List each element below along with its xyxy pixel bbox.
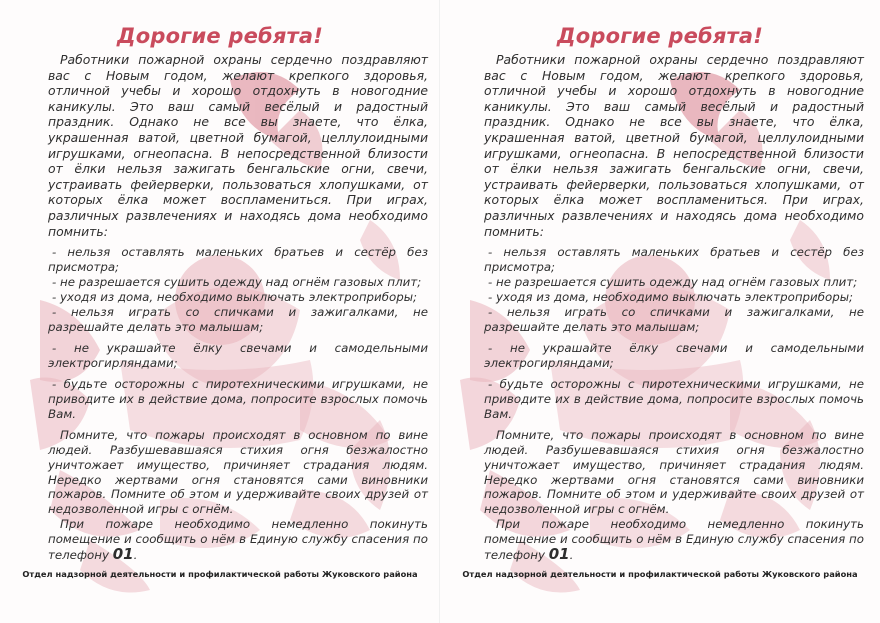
emergency-phone: 01 — [548, 544, 570, 563]
reminder-paragraph: Помните, что пожары происходят в основном по вине людей. Разбушевавшаяся стихия огня безжалостно уничтожает имущество, причиняет страдания людям. Нередко жертвами огня становятся сами виновники пожаров. Помните об этом и удерживайте своих друзей от недозволенной игры с огнём. — [484, 428, 864, 517]
intro-paragraph: Работники пожарной охраны сердечно поздравляют вас с Новым годом, желают крепкого здоровья, отличной учебы и хорошо отдохнуть в новогодние каникулы. Это ваш самый весёлый и радостный праздник. Однако не все вы знаете, что ёлка, украшенная ватой, цветной бумагой, целлулоидными игрушками, огнеопасна. В непосредственной близости от ёлки нельзя зажигать бенгальские огни, свечи, устраивать фейерверки, пользоваться хлопушками, от которых ёлка может воспламениться. При играх, различных развлечениях и находясь дома необходимо помнить: — [48, 52, 428, 239]
flyer-footer: Отдел надзорной деятельности и профилактической работы Жуковского района — [462, 569, 858, 579]
list-item: - не украшайте ёлку свечами и самодельными электрогирляндами; — [48, 341, 428, 371]
list-item: - будьте осторожны с пиротехническими игрушками, не приводите их в действие дома, попросите взрослых помочь Вам. — [484, 377, 864, 422]
list-item: - нельзя играть со спичками и зажигалками, не разрешайте делать это малышам; — [48, 305, 428, 335]
flyer-title: Дорогие ребята! — [556, 24, 764, 48]
safety-rules-list — [48, 245, 428, 422]
list-item: - нельзя играть со спичками и зажигалками, не разрешайте делать это малышам; — [484, 305, 864, 335]
fire-instruction-paragraph — [48, 517, 428, 563]
list-item: - уходя из дома, необходимо выключать электроприборы; — [488, 290, 853, 305]
fire-instruction-text: При пожаре необходимо немедленно покинуть помещение и сообщить о нём в Единую службу спасения по телефону — [48, 516, 428, 562]
flyer-title: Дорогие ребята! — [116, 24, 324, 48]
reminder-paragraph: Помните, что пожары происходят в основном по вине людей. Разбушевавшаяся стихия огня безжалостно уничтожает имущество, причиняет страдания людям. Нередко жертвами огня становятся сами виновники пожаров. Помните об этом и удерживайте своих друзей от недозволенной игры с огнём. — [48, 428, 428, 517]
intro-paragraph: Работники пожарной охраны сердечно поздравляют вас с Новым годом, желают крепкого здоровья, отличной учебы и хорошо отдохнуть в новогодние каникулы. Это ваш самый весёлый и радостный праздник. Однако не все вы знаете, что ёлка, украшенная ватой, цветной бумагой, целлулоидными игрушками, огнеопасна. В непосредственной близости от ёлки нельзя зажигать бенгальские огни, свечи, устраивать фейерверки, пользоваться хлопушками, от которых ёлка может воспламениться. При играх, различных развлечениях и находясь дома необходимо помнить: — [484, 52, 864, 239]
flyer-sheet-right — [440, 0, 880, 623]
list-item: - уходя из дома, необходимо выключать электроприборы; — [52, 290, 417, 305]
list-item: - нельзя оставлять маленьких братьев и сестёр без присмотра; — [48, 245, 428, 275]
flyer-body — [484, 52, 864, 563]
emergency-phone: 01 — [112, 544, 134, 563]
list-item: - не украшайте ёлку свечами и самодельными электрогирляндами; — [484, 341, 864, 371]
safety-rules-list — [484, 245, 864, 422]
list-item: - нельзя оставлять маленьких братьев и сестёр без присмотра; — [484, 245, 864, 275]
flyer-footer: Отдел надзорной деятельности и профилактической работы Жуковского района — [22, 569, 418, 579]
fire-instruction-text: При пожаре необходимо немедленно покинуть помещение и сообщить о нём в Единую службу спасения по телефону — [484, 516, 864, 562]
fire-instruction-paragraph — [484, 517, 864, 563]
flyer-body — [48, 52, 428, 563]
phone-suffix: . — [133, 547, 138, 562]
phone-suffix: . — [569, 547, 574, 562]
list-item: - будьте осторожны с пиротехническими игрушками, не приводите их в действие дома, попросите взрослых помочь Вам. — [48, 377, 428, 422]
list-item: - не разрешается сушить одежду над огнём газовых плит; — [488, 275, 858, 290]
list-item: - не разрешается сушить одежду над огнём газовых плит; — [52, 275, 422, 290]
